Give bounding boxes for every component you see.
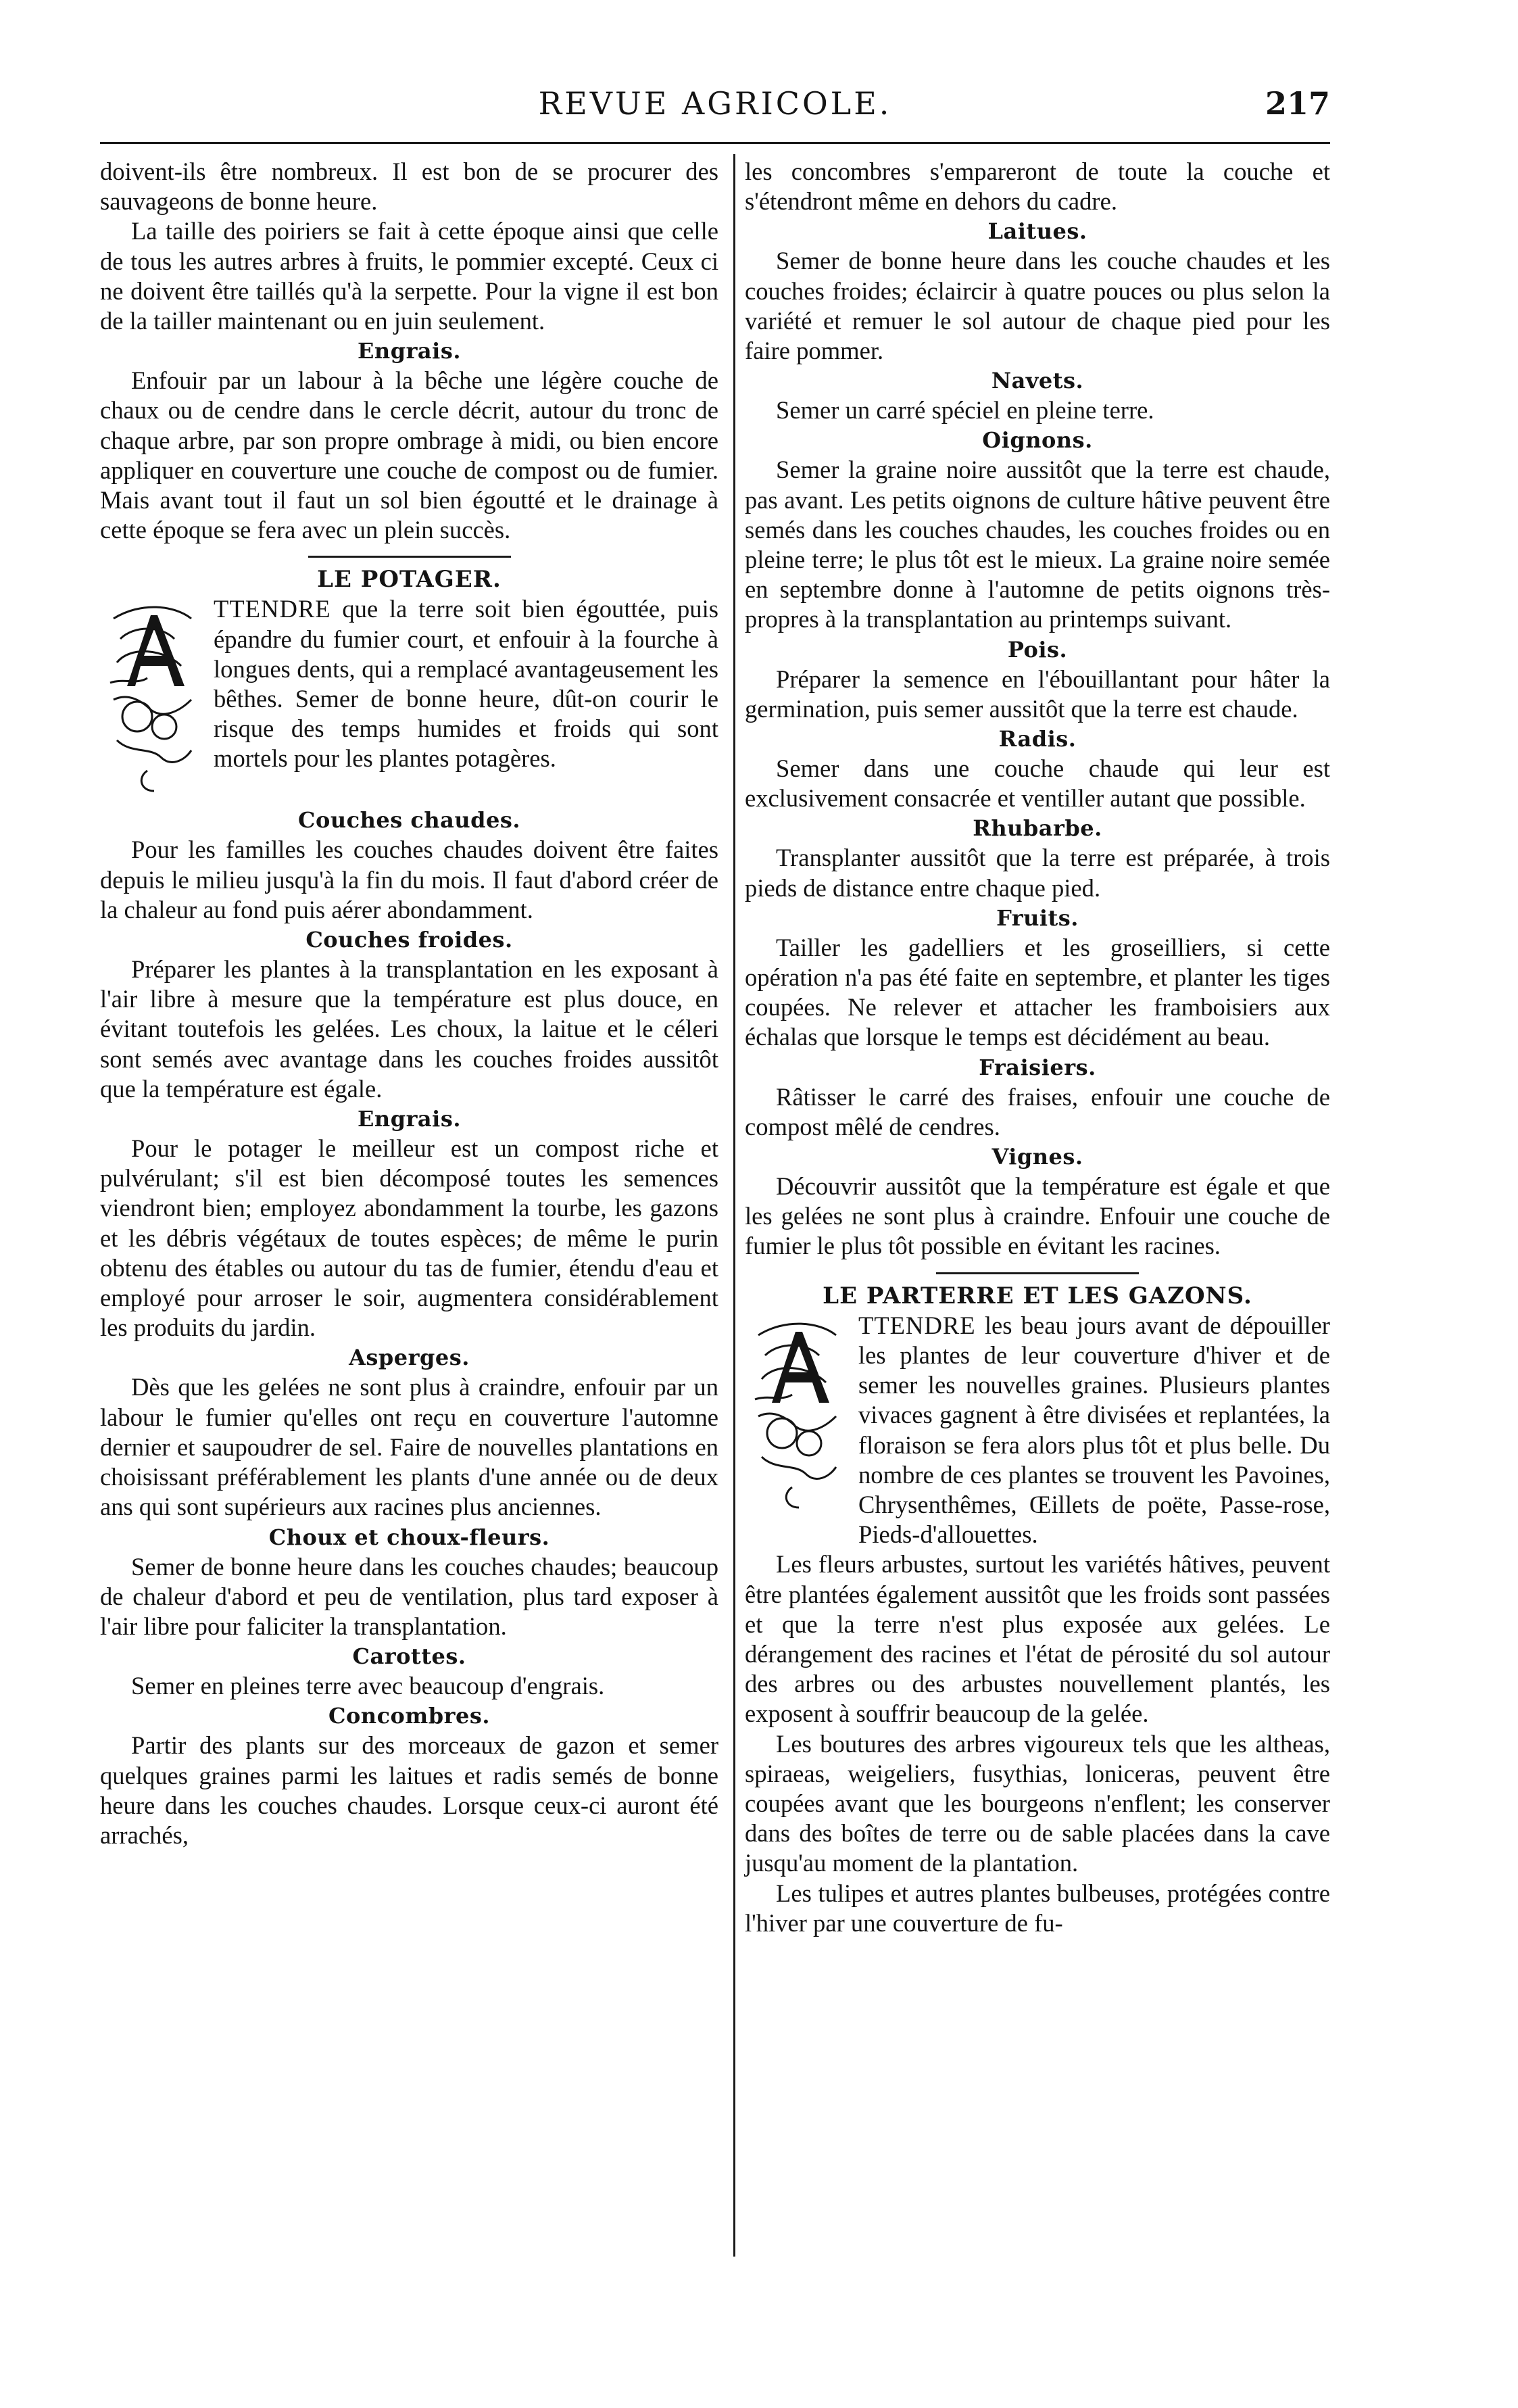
running-title: REVUE AGRICOLE.: [538, 85, 892, 122]
paragraph-fraisiers: Râtisser le carré des fraises, enfouir une couche de compost mêlé de cendres.: [745, 1082, 1330, 1140]
paragraph-laitues: Semer de bonne heure dans les couche chaudes et les couches froides; éclaircir à quatre pouces ou plus selon la variété et remuer le sol autour de chaque pied pour les faire pommer.: [745, 247, 1330, 365]
paragraph-tulipes: Les tulipes et autres plantes bulbeuses, protégées contre l'hiver par une couverture de fu-: [745, 1879, 1330, 1937]
section-rule: [308, 556, 511, 558]
section-rule-2: [936, 1272, 1139, 1274]
subheading-fraisiers: Fraisiers.: [979, 1054, 1096, 1080]
column-divider: [733, 154, 735, 2257]
paragraph-potager-text: que la terre soit bien égouttée, puis épandre du fumier court, et enfouir à la fourche à longues dents, qui a remplacé avantageusement les bêthes. Semer de bonne heure, dût-on courir le risque des temps humides et froids qui sont mortels pour les plantes potagères.: [214, 595, 718, 773]
subheading-engrais-2: Engrais.: [358, 1106, 461, 1132]
lead-in-word-2: TTENDRE: [858, 1311, 976, 1339]
left-column: [100, 157, 718, 1850]
ornate-initial-a-icon-2: [745, 1315, 846, 1518]
subheading-pois: Pois.: [1007, 636, 1068, 663]
paragraph-asperges: Dès que les gelées ne sont plus à craindre, enfouir par un labour le fumier qu'elles ont reçu en couverture l'automne dernier et saupoudrer de sel. Faire de nouvelles plantations en choisissant préférablement les plants d'une année ou de deux ans qui sont supérieurs aux racines plus anciennes.: [100, 1373, 718, 1521]
paragraph-potager: [100, 594, 718, 773]
paragraph-intro: doivent-ils être nombreux. Il est bon de se procurer des sauvageons de bonne heure.: [100, 158, 718, 216]
paragraph-pois: Préparer la semence en l'ébouillantant pour hâter la germination, puis semer aussitôt que la terre est chaude.: [745, 665, 1330, 723]
paragraph-continuation: les concombres s'empareront de toute la couche et s'étendront même en dehors du cadre.: [745, 158, 1330, 216]
ornate-initial-letter: A: [150, 694, 151, 696]
subheading-choux: Choux et choux-fleurs.: [268, 1524, 550, 1550]
ornate-initial-letter-2: A: [795, 1410, 796, 1412]
paragraph-couches-chaudes: Pour les familles les couches chaudes doivent être faites depuis le milieu jusqu'à la fin du mois. Il faut d'abord créer de la chaleur au fond puis aérer abondamment.: [100, 836, 718, 923]
subheading-carottes: Carottes.: [352, 1643, 466, 1670]
paragraph-engrais: Enfouir par un labour à la bêche une légère couche de chaux ou de cendre dans le cercle décrit, autour du tronc de chaque arbre, par son propre ombrage à midi, ou bien encore appliquer en couverture une couche de compost ou de fumier. Mais avant tout il faut un sol bien égoutté et le drainage à cette époque se fera avec un plein succès.: [100, 366, 718, 544]
paragraph-couches-froides: Préparer les plantes à la transplantation en les exposant à l'air libre à mesure que la température est plus douce, en évitant toutefois les gelées. Les choux, la laitue et le céleri sont semés avec avantage dans les couches froides aussitôt que la température est égale.: [100, 955, 718, 1103]
subheading-engrais: Engrais.: [358, 338, 461, 364]
paragraph-parterre: [745, 1311, 1330, 1550]
paragraph-boutures: Les boutures des arbres vigoureux tels que les altheas, spiraeas, weigeliers, fusythias, loniceras, peuvent être coupées avant que les bourgeons n'enflent; les conserver dans des boîtes de terre ou de sable placées dans la cave jusqu'au moment de la plantation.: [745, 1729, 1330, 1877]
header-rule: [100, 142, 1330, 144]
paragraph-rhubarbe: Transplanter aussitôt que la terre est préparée, à trois pieds de distance entre chaque pied.: [745, 844, 1330, 902]
page-number: 217: [1265, 85, 1330, 122]
paragraph-carottes: Semer en pleines terre avec beaucoup d'engrais.: [131, 1672, 605, 1700]
subheading-oignons: Oignons.: [982, 427, 1093, 454]
subheading-laitues: Laitues.: [987, 218, 1087, 245]
subheading-vignes: Vignes.: [991, 1144, 1083, 1170]
paragraph-fleurs: Les fleurs arbustes, surtout les variétés hâtives, peuvent être plantées également aussitôt que les froids sont passées et que la terre n'est plus exposée aux gelées. Le dérangement des racines et l'état de pérosité du sol autour des arbres ou des arbustes nouvellement plantés, les exposent à souffrir beaucoup de la gelée.: [745, 1550, 1330, 1728]
subheading-radis: Radis.: [998, 726, 1077, 752]
subheading-fruits: Fruits.: [996, 905, 1079, 931]
paragraph-radis: Semer dans une couche chaude qui leur est exclusivement consacrée et ventiller autant que possible.: [745, 754, 1330, 813]
ornate-initial-a-icon: [100, 598, 201, 801]
subheading-couches-froides: Couches froides.: [305, 927, 513, 953]
subheading-concombres: Concombres.: [328, 1703, 490, 1729]
paragraph-choux: Semer de bonne heure dans les couches chaudes; beaucoup de chaleur d'abord et peu de ventilation, plus tard exposer à l'air libre pour faliciter la transplantation.: [100, 1552, 718, 1640]
right-column: [745, 157, 1330, 1938]
page-header: [100, 80, 1330, 134]
section-title-potager: LE POTAGER.: [317, 566, 501, 594]
paragraph-vignes: Découvrir aussitôt que la température est égale et que les gelées ne sont plus à craindre. Enfouir une couche de fumier le plus tôt possible en évitant les racines.: [745, 1172, 1330, 1260]
subheading-asperges: Asperges.: [349, 1345, 470, 1371]
paragraph-concombres: Partir des plants sur des morceaux de gazon et semer quelques graines parmi les laitues et radis semés de bonne heure dans les couches chaudes. Lorsque ceux-ci auront été arrachés,: [100, 1731, 718, 1849]
paragraph-oignons: Semer la graine noire aussitôt que la terre est chaude, pas avant. Les petits oignons de culture hâtive peuvent être semés dans les couches chaudes, les couches froides ou en pleine terre; le plus tôt est le mieux. La graine noire semée en septembre donne à l'automne de petits oignons très-propres à la transplantation au printemps suivant.: [745, 456, 1330, 633]
subheading-navets: Navets.: [991, 368, 1084, 394]
paragraph-parterre-text: les beau jours avant de dépouiller les plantes de leur couverture d'hiver et de semer les nouvelles graines. Plusieurs plantes vivaces gagnent à être divisées et replantées, la floraison se fera alors plus tôt et plus belle. Du nombre de ces plantes se trouvent les Pavoines, Chrysenthêmes, Œillets de poëte, Passe-rose, Pieds-d'allouettes.: [858, 1311, 1330, 1549]
subheading-rhubarbe: Rhubarbe.: [973, 815, 1102, 842]
section-title-parterre: LE PARTERRE ET LES GAZONS.: [823, 1282, 1252, 1309]
paragraph-navets: Semer un carré spéciel en pleine terre.: [776, 396, 1154, 425]
paragraph-fruits: Tailler les gadelliers et les groseilliers, si cette opération n'a pas été faite en septembre, et planter les tiges coupées. Ne relever et attacher les framboisiers aux échalas que lorsque le temps est décidément au beau.: [745, 933, 1330, 1051]
paragraph-taille: La taille des poiriers se fait à cette époque ainsi que celle de tous les autres arbres à fruits, le pommier excepté. Ceux ci ne doivent être taillés qu'à la serpette. Pour la vigne il est bon de la tailler maintenant ou en juin seulement.: [100, 217, 718, 335]
paragraph-engrais-2: Pour le potager le meilleur est un compost riche et pulvérulant; s'il est bien décomposé toutes les semences viendront bien; employez abondamment la tourbe, les gazons et les débris végétaux de toutes espèces; de même le purin obtenu des étables ou autour du tas de fumier, étendu d'eau et employé pour arroser le soir, augmentera considérablement les produits du jardin.: [100, 1134, 718, 1342]
subheading-couches-chaudes: Couches chaudes.: [298, 807, 520, 834]
lead-in-word: TTENDRE: [214, 595, 331, 623]
